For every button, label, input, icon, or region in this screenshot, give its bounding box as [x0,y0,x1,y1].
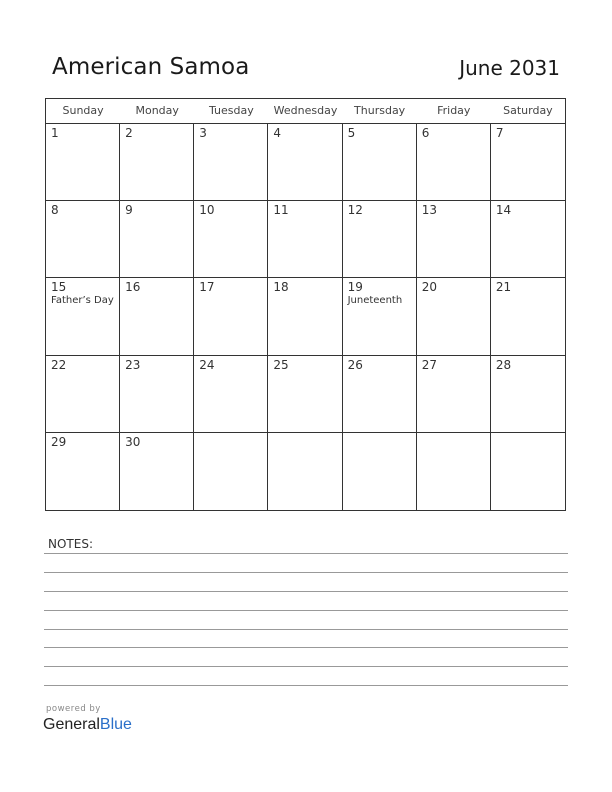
day-number: 23 [125,357,141,372]
powered-by-text: powered by [46,704,101,714]
note-line [44,647,568,648]
logo-blue-text: Blue [99,716,132,733]
day-cell [343,124,417,201]
day-cell [343,278,417,355]
day-cell [417,433,491,510]
day-number: 25 [273,357,289,372]
weekday-header-row [46,99,565,124]
day-cell [491,433,565,510]
day-cell [268,433,342,510]
day-number: 4 [273,126,282,140]
day-cell [120,201,194,278]
calendar-grid [45,98,566,511]
day-number: 1 [51,126,59,140]
day-number: 3 [199,126,207,140]
day-cell [120,278,194,355]
day-number: 29 [51,434,67,449]
day-number: 20 [421,280,437,295]
note-line [44,591,568,592]
day-cell [417,356,491,433]
note-line [44,666,568,667]
day-cell [46,201,120,278]
day-cell [194,201,268,278]
day-number: 28 [495,357,512,372]
day-number: 24 [199,357,215,372]
day-number: 9 [125,203,133,218]
day-cell [491,278,565,355]
day-number: 18 [273,280,289,295]
day-number: 21 [495,280,512,295]
day-number: 10 [199,203,215,218]
day-cell [194,278,268,355]
weekday-sunday: Sunday [62,104,104,117]
day-number: 30 [125,434,141,449]
weekday-tuesday: Tuesday [208,104,254,117]
weekday-friday: Friday [437,104,471,117]
calendar-region-title: American Samoa [52,54,250,80]
notes-label: NOTES: [48,537,93,551]
day-number: 27 [421,357,437,372]
day-number: 19 [347,280,363,295]
day-cell [343,433,417,510]
day-cell [194,124,268,201]
day-cell [343,356,417,433]
day-cell [46,356,120,433]
day-cell [491,201,565,278]
day-cell [194,433,268,510]
day-number: 17 [199,280,215,295]
day-number: 16 [125,280,141,295]
day-number: 2 [125,126,133,140]
day-number: 22 [51,357,67,372]
weekday-thursday: Thursday [354,104,406,117]
day-cell [120,356,194,433]
calendar-body [46,124,565,510]
generalblue-logo [43,716,132,734]
day-cell [268,278,342,355]
day-number: 15 [51,280,67,295]
day-number: 7 [495,126,504,140]
day-cell [120,124,194,201]
day-number: 12 [347,203,363,218]
day-cell [417,278,491,355]
day-cell [491,356,565,433]
day-cell [491,124,565,201]
holiday-label: Father’s Day [51,295,114,307]
day-cell [417,201,491,278]
weekday-saturday: Saturday [503,104,553,117]
logo-general-text: General [43,716,100,733]
day-number: 5 [347,126,356,140]
calendar-month-label: June 2031 [459,56,560,80]
day-cell [268,356,342,433]
day-cell [46,278,120,355]
day-cell [46,433,120,510]
day-number: 26 [347,357,363,372]
note-line [44,572,568,573]
day-cell [343,201,417,278]
day-cell [268,124,342,201]
note-line [44,610,568,611]
weekday-monday: Monday [135,104,179,117]
day-cell [120,433,194,510]
note-line [44,629,568,630]
day-cell [194,356,268,433]
day-cell [417,124,491,201]
day-number: 6 [421,126,430,140]
note-line [44,553,568,554]
weekday-wednesday: Wednesday [273,104,338,117]
holiday-label: Juneteenth [347,295,403,307]
day-number: 14 [495,203,512,218]
day-number: 11 [273,203,289,218]
day-cell [268,201,342,278]
day-number: 8 [51,203,59,218]
day-number: 13 [421,203,437,218]
note-line [44,685,568,686]
day-cell [46,124,120,201]
